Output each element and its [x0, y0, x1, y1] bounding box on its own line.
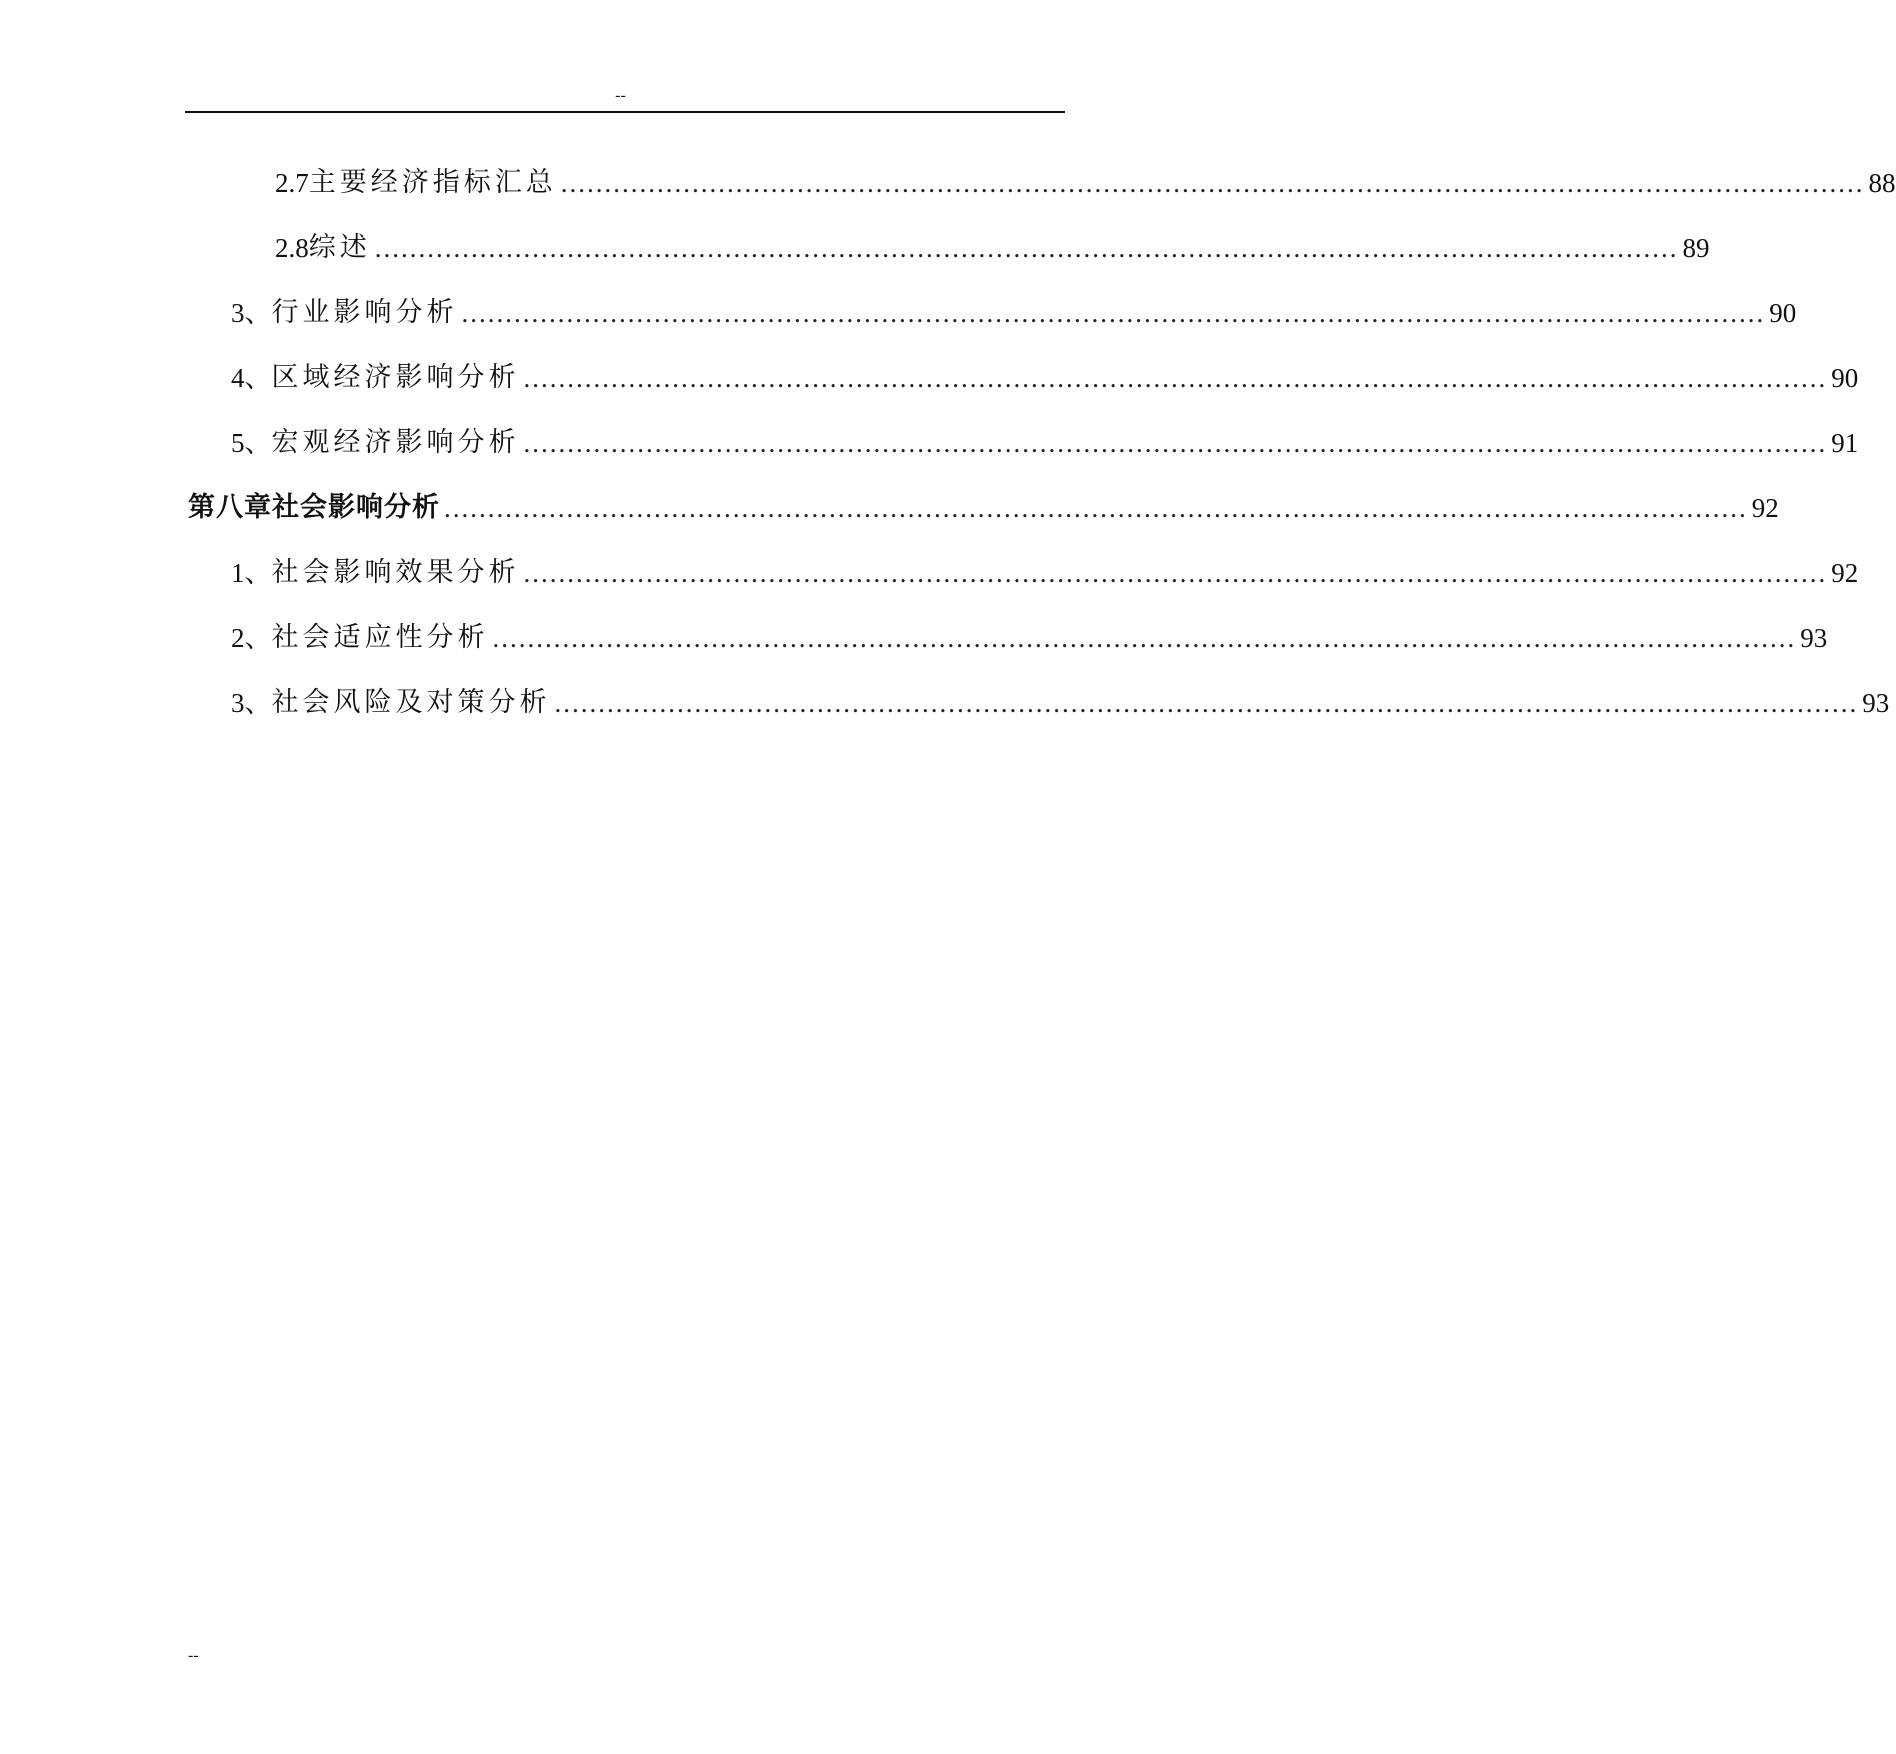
toc-entry-page: 89	[1682, 233, 1710, 263]
toc-entry[interactable]	[275, 225, 1710, 265]
toc-entry-number: 1、	[231, 558, 272, 588]
header-rule	[185, 111, 1065, 113]
toc-dot-leader: .....................................................................................................................................................	[444, 493, 1748, 523]
toc-entry-page: 88	[1868, 168, 1896, 198]
toc-entry[interactable]	[275, 160, 1896, 200]
toc-entry-page: 90	[1769, 298, 1797, 328]
toc-entry[interactable]	[231, 420, 1859, 460]
toc-dot-leader: .....................................................................................................................................................	[523, 363, 1828, 393]
toc-entry[interactable]	[231, 615, 1828, 655]
toc-entry-title: 社会风险及对策分析	[271, 687, 551, 718]
toc-dot-leader: .....................................................................................................................................................	[461, 298, 1766, 328]
toc-entry[interactable]	[231, 355, 1859, 395]
toc-chapter-number: 第八章	[188, 492, 272, 523]
toc-entry-page: 93	[1800, 623, 1828, 653]
toc-dot-leader: .....................................................................................................................................................	[492, 623, 1797, 653]
toc-entry-number: 4、	[231, 363, 272, 393]
toc-entry[interactable]	[231, 290, 1797, 330]
toc-dot-leader: .....................................................................................................................................................	[523, 428, 1828, 458]
toc-entry-number: 2.7	[275, 168, 309, 198]
toc-entry[interactable]	[231, 550, 1859, 590]
toc-entry-title: 宏观经济影响分析	[271, 427, 520, 458]
toc-entry-title: 行业影响分析	[271, 297, 458, 328]
page-footer-mark: --	[188, 1647, 199, 1664]
toc-entry-page: 90	[1831, 363, 1859, 393]
toc-entry-title: 社会适应性分析	[271, 622, 489, 653]
toc-entry-number: 5、	[231, 428, 272, 458]
toc-entry-page: 93	[1862, 688, 1890, 718]
toc-entry-title: 主要经济指标汇总	[308, 167, 557, 198]
toc-entry-number: 2.8	[275, 233, 309, 263]
toc-dot-leader: .....................................................................................................................................................	[554, 688, 1859, 718]
toc-entry-title: 区域经济影响分析	[271, 362, 520, 393]
toc-dot-leader: .....................................................................................................................................................	[523, 558, 1828, 588]
toc-chapter-title: 社会影响分析	[272, 492, 440, 523]
page-header-mark: --	[615, 87, 626, 104]
toc-entry-page: 92	[1831, 558, 1859, 588]
toc-dot-leader: .....................................................................................................................................................	[374, 233, 1679, 263]
toc-entry-number: 2、	[231, 623, 272, 653]
toc-chapter-entry[interactable]	[188, 485, 1779, 525]
toc-entry[interactable]	[231, 680, 1890, 720]
toc-entry-number: 3、	[231, 298, 272, 328]
toc-entry-page: 91	[1831, 428, 1859, 458]
toc-entry-title: 综述	[308, 232, 371, 263]
toc-entry-title: 社会影响效果分析	[271, 557, 520, 588]
toc-entry-number: 3、	[231, 688, 272, 718]
toc-entry-page: 92	[1751, 493, 1779, 523]
toc-dot-leader: .....................................................................................................................................................	[560, 168, 1865, 198]
